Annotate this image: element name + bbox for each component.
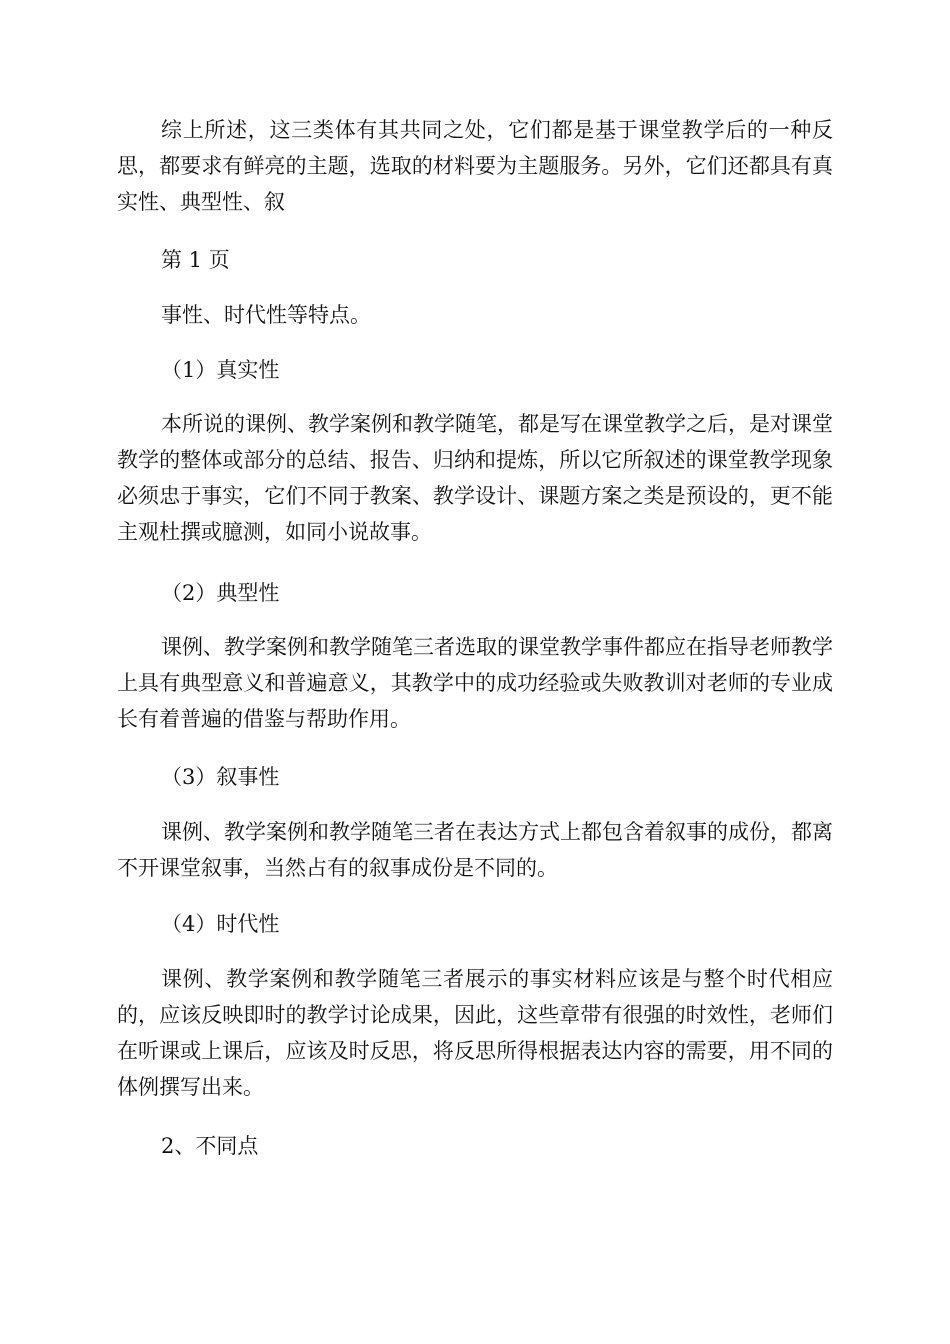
heading-differences: 2、不同点 (161, 1134, 259, 1158)
heading-narrative: （3）叙事性 (161, 765, 280, 789)
typicality-paragraph: 课例、教学案例和教学随笔三者选取的课堂教学事件都应在指导老师教学上具有典型意义和普遍意义，其教学中的成功经验或失败教训对老师的专业成长有着普遍的借鉴与帮助作用。 (117, 635, 833, 731)
continuation-paragraph: 事性、时代性等特点。 (161, 303, 371, 327)
heading-authenticity: （1）真实性 (161, 358, 280, 382)
heading-timeliness: （4）时代性 (161, 912, 280, 936)
heading-typicality: （2）典型性 (161, 581, 280, 605)
page-number: 第 1 页 (161, 248, 230, 272)
timeliness-paragraph: 课例、教学案例和教学随笔三者展示的事实材料应该是与整个时代相应的，应该反映即时的教学讨论成果，因此，这些章带有很强的时效性，老师们在听课或上课后，应该及时反思，将反思所得根据表达内容的需要，用不同的体例撰写出来。 (117, 967, 833, 1099)
narrative-paragraph: 课例、教学案例和教学随笔三者在表达方式上都包含着叙事的成份，都离不开课堂叙事，当然占有的叙事成份是不同的。 (117, 820, 833, 880)
authenticity-paragraph: 本所说的课例、教学案例和教学随笔，都是写在课堂教学之后，是对课堂教学的整体或部分的总结、报告、归纳和提炼，所以它所叙述的课堂教学现象必须忠于事实，它们不同于教案、教学设计、课题方案之类是预设的，更不能主观杜撰或臆测，如同小说故事。 (117, 412, 833, 544)
summary-paragraph: 综上所述，这三类体有其共同之处，它们都是基于课堂教学后的一种反思，都要求有鲜亮的主题，选取的材料要为主题服务。另外，它们还都具有真实性、典型性、叙 (117, 118, 833, 214)
